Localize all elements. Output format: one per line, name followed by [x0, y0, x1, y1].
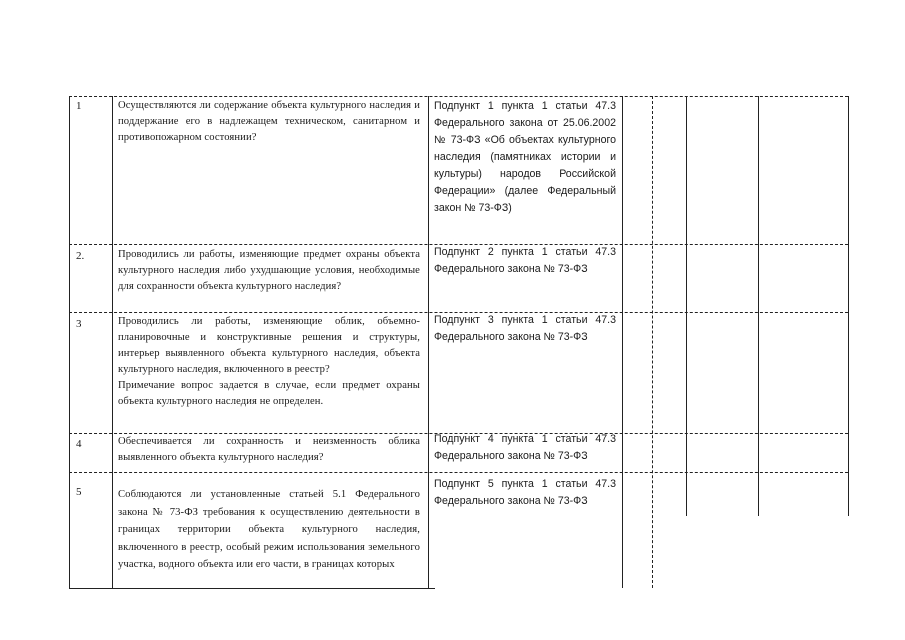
row-number: 5: [76, 486, 82, 498]
row-number: 4: [76, 438, 82, 450]
column-divider: [622, 96, 623, 588]
legal-reference: Подпункт 1 пункта 1 статьи 47.3 Федерального закона от 25.06.2002 № 73-ФЗ «Об объектах культурного наследия (памятниках истории и культуры) народов Российской Федерации» (далее Федеральный закон № 73-ФЗ): [434, 100, 616, 214]
column-divider: [112, 96, 113, 588]
column-divider: [652, 96, 653, 588]
question-note: Примечание вопрос задается в случае, если предмет охраны объекта культурного наследия не определен.: [118, 380, 420, 407]
legal-reference: Подпункт 5 пункта 1 статьи 47.3 Федерального закона № 73-ФЗ: [434, 478, 616, 507]
column-divider: [428, 96, 429, 588]
row-number: 3: [76, 318, 82, 330]
row-divider: [69, 472, 848, 473]
row-divider: [69, 96, 848, 97]
question-text: Проводились ли работы, изменяющие облик, объемно-планировочные и конструктивные решения и структуры, интерьер выявленного объекта культурного наследия, объекта культурного наследия, включенного в реестр?: [118, 316, 420, 375]
legal-reference: Подпункт 3 пункта 1 статьи 47.3 Федерального закона № 73-ФЗ: [434, 314, 616, 343]
table-border-bottom: [69, 588, 435, 589]
row-number: 1: [76, 100, 82, 112]
legal-reference: Подпункт 2 пункта 1 статьи 47.3 Федерального закона № 73-ФЗ: [434, 246, 616, 275]
question-text: Обеспечивается ли сохранность и неизменность облика выявленного объекта культурного наследия?: [118, 436, 420, 463]
column-divider: [686, 96, 687, 516]
table-border-right: [848, 96, 849, 516]
question-text: Осуществляются ли содержание объекта культурного наследия и поддержание его в надлежащем техническом, санитарном и противопожарном состоянии?: [118, 100, 420, 143]
question-cell: [118, 314, 420, 410]
row-number: 2.: [76, 250, 85, 262]
column-divider: [758, 96, 759, 516]
question-text: Проводились ли работы, изменяющие предмет охраны объекта культурного наследия либо ухудшающие условия, необходимые для сохранности объекта культурного наследия?: [118, 249, 420, 292]
legal-reference: Подпункт 4 пункта 1 статьи 47.3 Федерального закона № 73-ФЗ: [434, 433, 616, 462]
table-border-left: [69, 96, 70, 588]
question-text: Соблюдаются ли установленные статьей 5.1 Федерального закона № 73-ФЗ требования к осуществлению деятельности в границах территории объекта культурного наследия, включенного в реестр, особый режим использования земельного участка, водного объекта или его части, в границах которых: [118, 489, 420, 570]
